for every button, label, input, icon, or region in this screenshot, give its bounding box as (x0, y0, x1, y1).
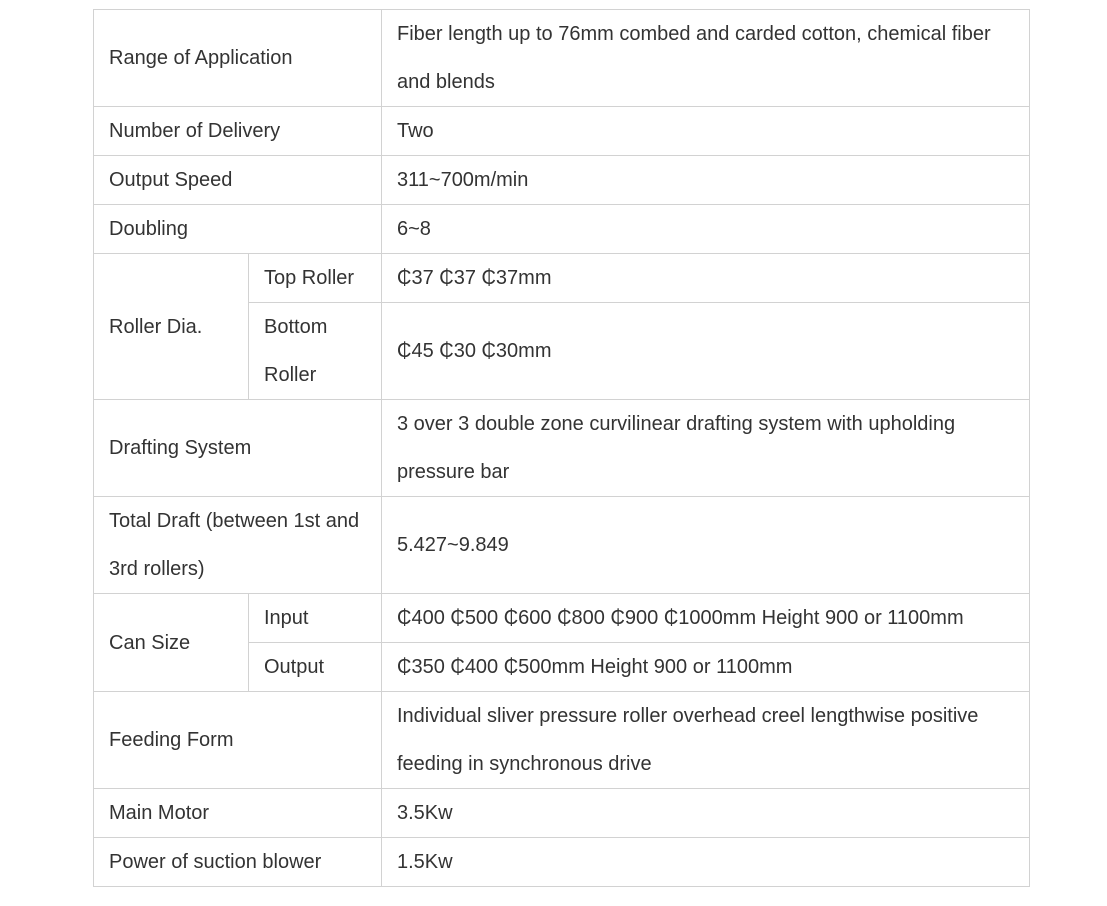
table-row-number-of-delivery (94, 107, 1030, 156)
row-label: Doubling (94, 205, 382, 254)
row-value-output: ₵350 ₵400 ₵500mm Height 900 or 1100mm (382, 643, 1030, 692)
table-row-suction-blower (94, 838, 1030, 887)
row-value: 1.5Kw (382, 838, 1030, 887)
row-label: Total Draft (between 1st and 3rd rollers) (94, 497, 382, 594)
table-row-range-of-application (94, 10, 1030, 107)
row-label: Feeding Form (94, 692, 382, 789)
table-row-feeding-form (94, 692, 1030, 789)
row-value: Two (382, 107, 1030, 156)
row-label: Number of Delivery (94, 107, 382, 156)
row-label: Range of Application (94, 10, 382, 107)
table-row-drafting-system (94, 400, 1030, 497)
sub-label-input: Input (249, 594, 382, 643)
row-label: Output Speed (94, 156, 382, 205)
sub-label-top-roller: Top Roller (249, 254, 382, 303)
row-label: Drafting System (94, 400, 382, 497)
row-value-bottom-roller: ₵45 ₵30 ₵30mm (382, 303, 1030, 400)
table-row-main-motor (94, 789, 1030, 838)
row-value: 3.5Kw (382, 789, 1030, 838)
row-value: 311~700m/min (382, 156, 1030, 205)
table-row-doubling (94, 205, 1030, 254)
table-row-top-roller (94, 254, 1030, 303)
row-value: 5.427~9.849 (382, 497, 1030, 594)
row-label-can-size: Can Size (94, 594, 249, 692)
row-value-input: ₵400 ₵500 ₵600 ₵800 ₵900 ₵1000mm Height 900 or 1100mm (382, 594, 1030, 643)
table-row-can-size-input (94, 594, 1030, 643)
row-value: 6~8 (382, 205, 1030, 254)
row-label: Main Motor (94, 789, 382, 838)
row-value: Fiber length up to 76mm combed and carded cotton, chemical fiber and blends (382, 10, 1030, 107)
row-value: 3 over 3 double zone curvilinear drafting system with upholding pressure bar (382, 400, 1030, 497)
sub-label-bottom-roller: Bottom Roller (249, 303, 382, 400)
row-value: Individual sliver pressure roller overhead creel lengthwise positive feeding in synchronous drive (382, 692, 1030, 789)
row-label-roller-dia: Roller Dia. (94, 254, 249, 400)
specification-table (93, 9, 1030, 887)
row-value-top-roller: ₵37 ₵37 ₵37mm (382, 254, 1030, 303)
row-label: Power of suction blower (94, 838, 382, 887)
table-row-total-draft (94, 497, 1030, 594)
sub-label-output: Output (249, 643, 382, 692)
table-row-output-speed (94, 156, 1030, 205)
